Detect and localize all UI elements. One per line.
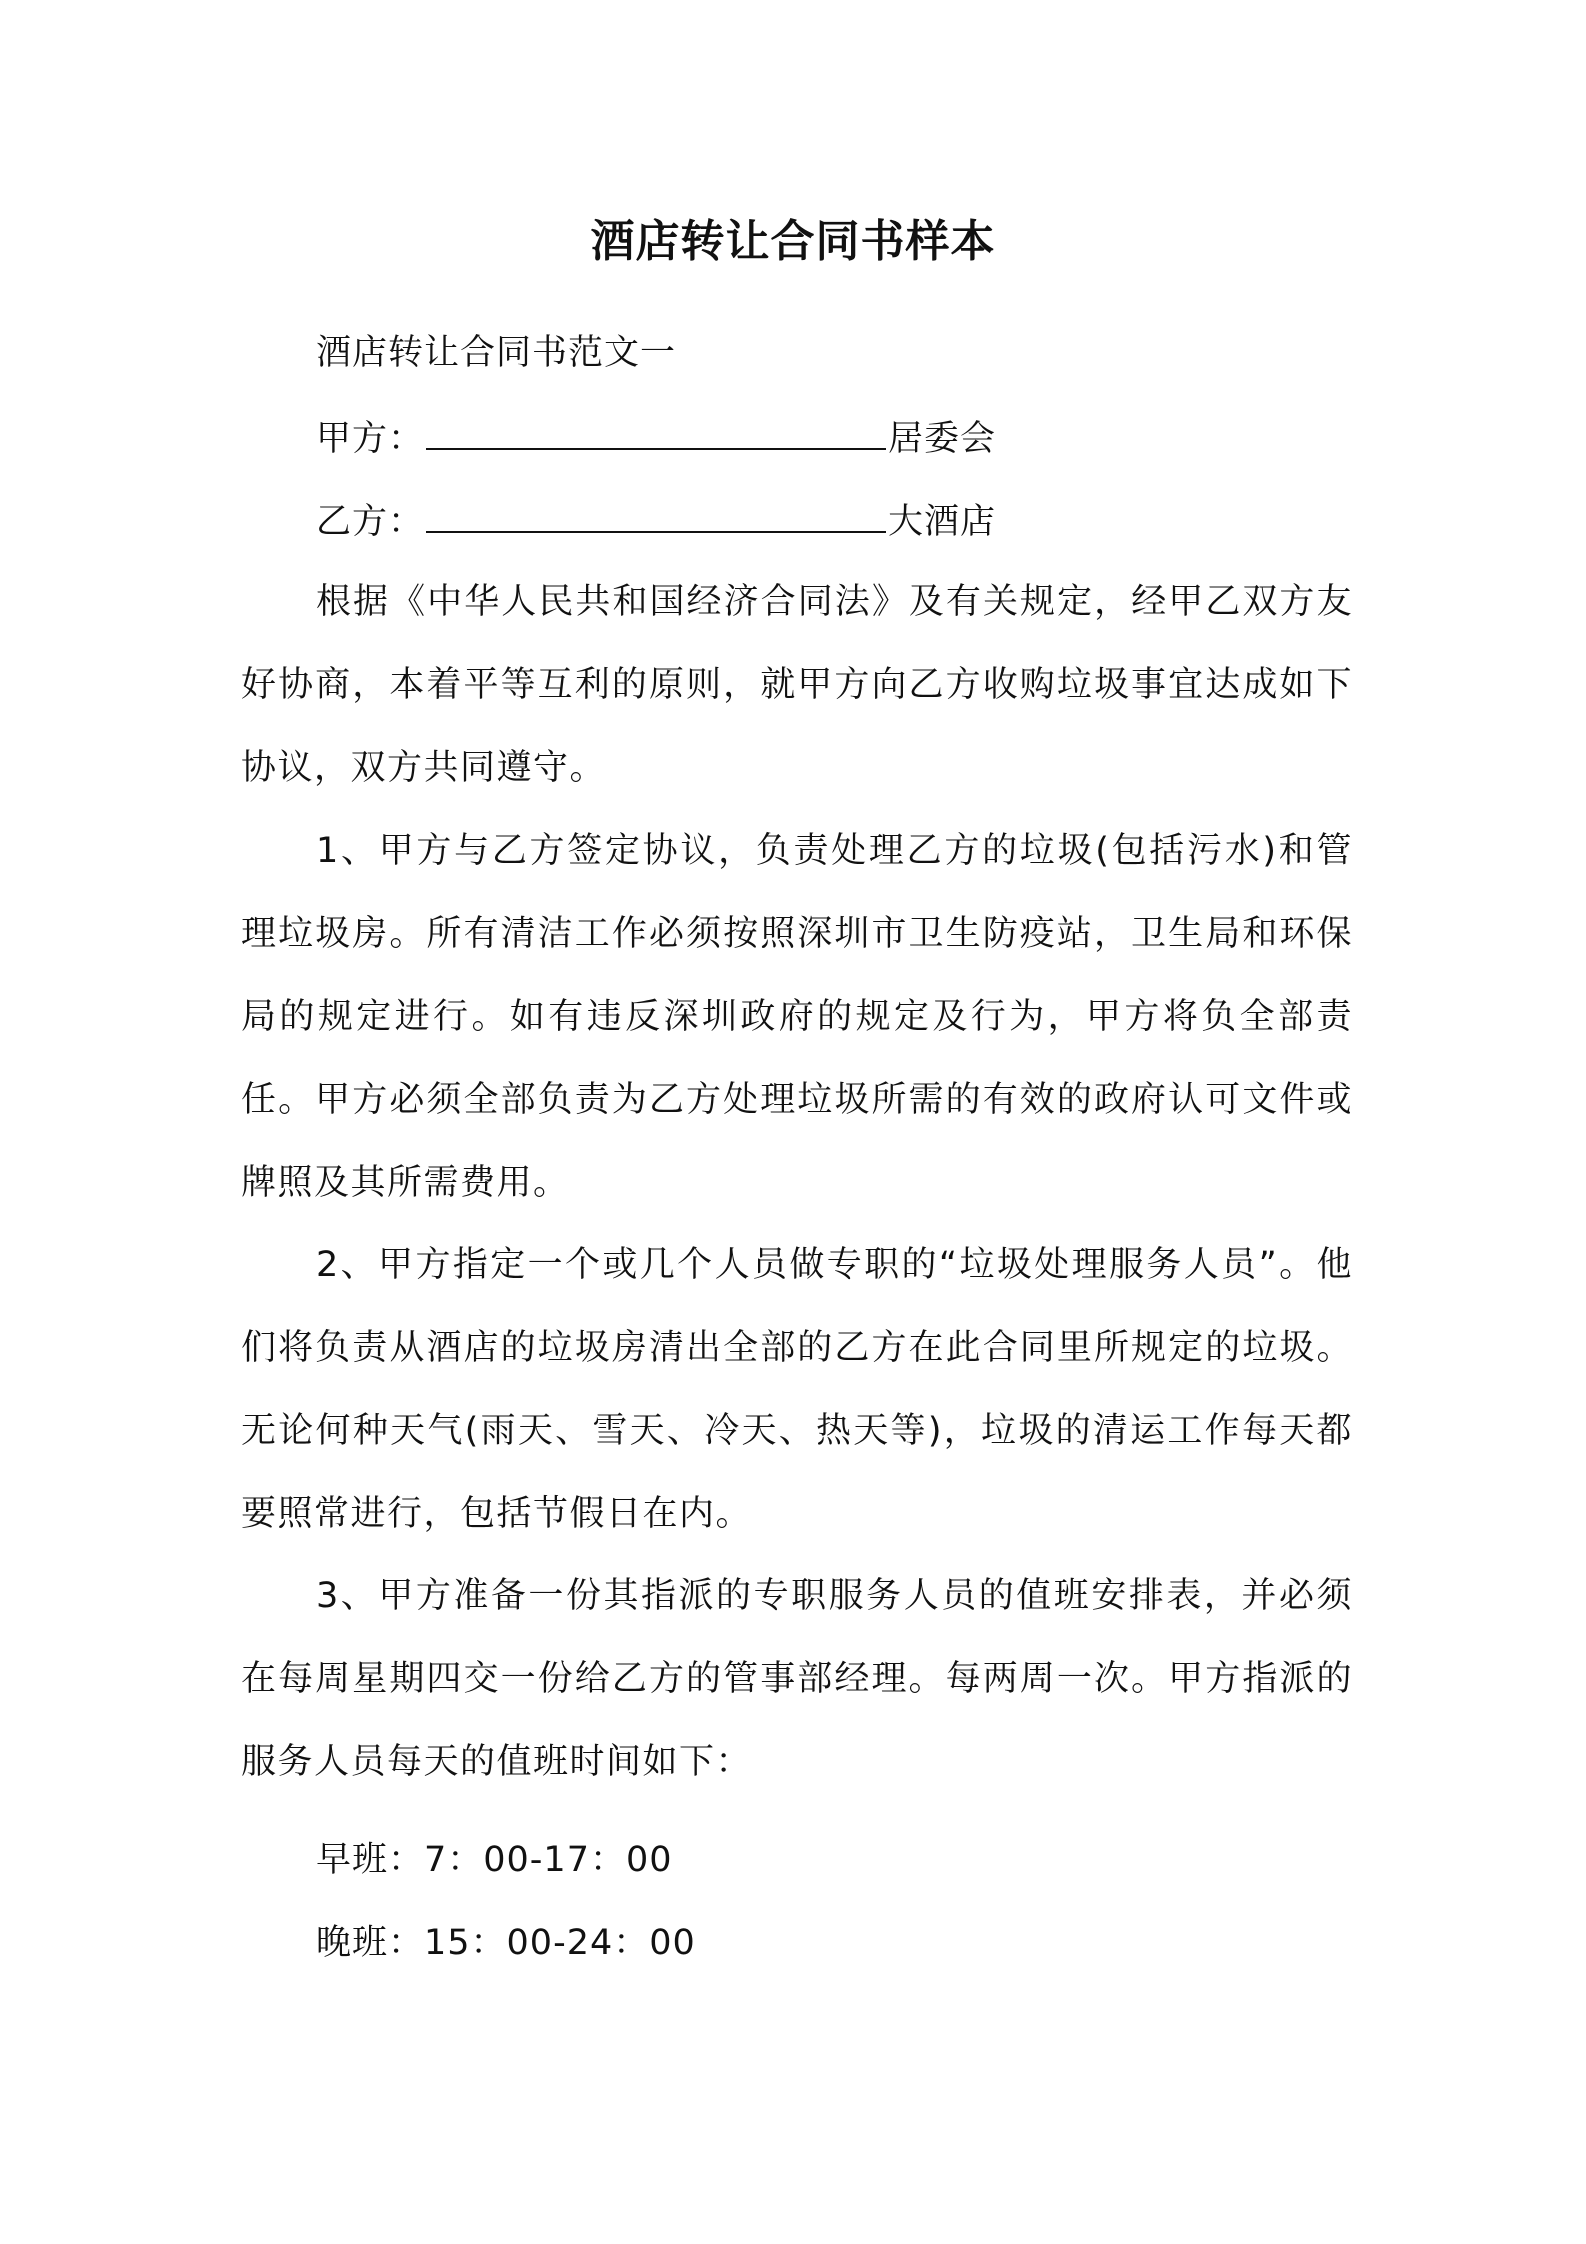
clause-2: 2、甲方指定一个或几个人员做专职的“垃圾处理服务人员”。他们将负责从酒店的垃圾房清出全部的乙方在此合同里所规定的垃圾。无论何种天气(雨天、雪天、冷天、热天等)，垃圾的清运工作每天都要照常进行，包括节假日在内。 bbox=[241, 1245, 1353, 1534]
party-a-label: 甲方： bbox=[316, 419, 425, 459]
party-b-blank bbox=[426, 497, 886, 533]
party-a-suffix: 居委会 bbox=[888, 419, 997, 459]
evening-shift: 晚班：15：00-24：00 bbox=[316, 1923, 696, 1963]
party-a-blank bbox=[426, 414, 886, 450]
document-subtitle: 酒店转让合同书范文一 bbox=[316, 333, 677, 373]
intro-paragraph: 根据《中华人民共和国经济合同法》及有关规定，经甲乙双方友好协商，本着平等互利的原则，就甲方向乙方收购垃圾事宜达成如下协议，双方共同遵守。 bbox=[241, 582, 1353, 788]
clause-3: 3、甲方准备一份其指派的专职服务人员的值班安排表，并必须在每周星期四交一份给乙方的管事部经理。每两周一次。甲方指派的服务人员每天的值班时间如下： bbox=[241, 1576, 1353, 1782]
party-a-line bbox=[316, 414, 996, 461]
party-b-line bbox=[316, 497, 996, 544]
morning-shift: 早班：7：00-17：00 bbox=[316, 1840, 673, 1880]
party-b-suffix: 大酒店 bbox=[888, 502, 997, 542]
party-b-label: 乙方： bbox=[316, 502, 425, 542]
clause-1: 1、甲方与乙方签定协议，负责处理乙方的垃圾(包括污水)和管理垃圾房。所有清洁工作必须按照深圳市卫生防疫站，卫生局和环保局的规定进行。如有违反深圳政府的规定及行为，甲方将负全部责任。甲方必须全部负责为乙方处理垃圾所需的有效的政府认可文件或牌照及其所需费用。 bbox=[241, 831, 1353, 1203]
document-title: 酒店转让合同书样本 bbox=[590, 216, 996, 267]
